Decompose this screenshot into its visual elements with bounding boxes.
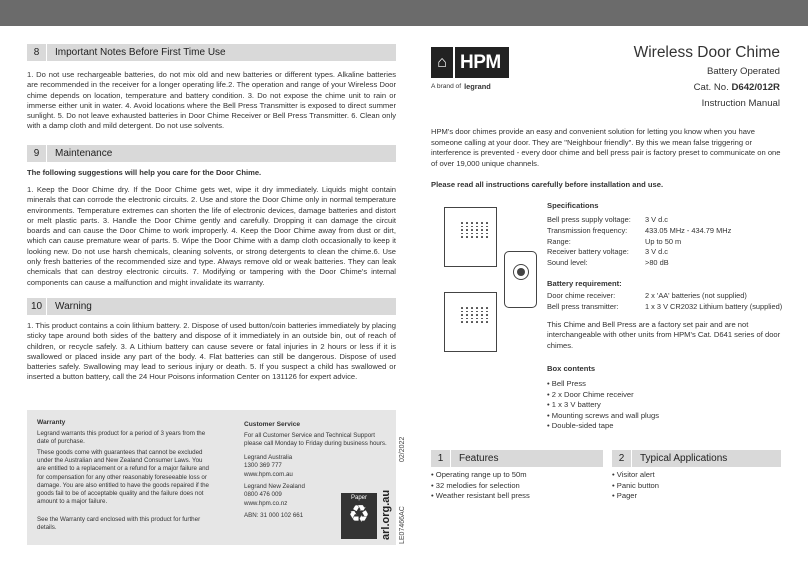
section-9-text: 1. Keep the Door Chime dry. If the Door Chime gets wet, wipe it dry immediately. Liquids might contain minerals that can corrode the electronic circuits. 2. Use and store the Door Chime only in normal temperature environments. Temperature extremes can shorten the life of electronic devices, damage batteries and distort or melt plastic parts. 3. Handle the Door Chime gently and carefully. Dropping it can damage the circuit boards and can cause the Door Chime to work improperly. 4. Keep the Door Chime away from dust or dirt, which can cause premature wear of parts. 5. Wipe the Door Chime with a damp cloth occasionally to keep it looking new. Do not use harsh chemicals, cleaning solvents, or strong detergents to clean the chime.6. Use only fresh batteries of the recommended size and type. Always remove old or weak batteries. They can leak chemicals that can destroy electronic circuits. 7. Modifying or tampering with the Door Chime's internal components can cause a malfunction and might invalidate its warranty.: [27, 185, 396, 287]
section-title: Warning: [55, 301, 92, 312]
recycle-site: arl.org.au: [380, 489, 392, 540]
spec-row: [547, 247, 668, 256]
list-item: • 32 melodies for selection: [431, 481, 530, 492]
speaker-grille-icon: [461, 222, 489, 238]
spec-value: Up to 50 m: [645, 236, 682, 246]
brand-tagline: A brand of: [431, 83, 462, 90]
compat-note: This Chime and Bell Press are a factory set pair and are not interchangeable with other units from HPM's Cat. D641 series of door chimes.: [547, 320, 781, 350]
section-title: Typical Applications: [640, 453, 728, 464]
section-10-text: 1. This product contains a coin lithium battery. 2. Dispose of used button/coin batteries immediately by placing sticky tape around both sides of the battery and dispose of it immediately in an outside bin, out of reach of children, or recycle safely. 3. A Lithium battery can cause severe or fatal injuries in 2 hours or less if it is swallowed or placed inside any part of the body. 4. Flat batteries can still be dangerous. Dispose of used batteries safely. Swallowing may lead to serious injury or death. 5. If you suspect a child has swallowed or inserted a button battery, call the 24 Hour Poisons information Center on 131126 for expert advice.: [27, 321, 396, 382]
applications-header: [612, 450, 781, 467]
product-name: Wireless Door Chime: [633, 44, 780, 61]
chime-receiver-image: [444, 292, 497, 352]
spec-label: Bell press supply voltage:: [547, 215, 631, 224]
abn: ABN: 31 000 102 661: [244, 512, 304, 519]
box-contents-list: [547, 379, 659, 432]
section-number: 2: [612, 450, 632, 467]
customer-service-title: Customer Service: [244, 421, 301, 428]
print-date: 02/2022: [399, 436, 406, 462]
list-item: • Double-sided tape: [547, 421, 659, 432]
spec-value: 3 V d.c: [645, 215, 669, 224]
list-item: • Bell Press: [547, 379, 659, 390]
battery-title: Battery requirement:: [547, 279, 622, 288]
section-number: 1: [431, 450, 451, 467]
section-title: Maintenance: [55, 148, 113, 159]
list-item: • 2 x Door Chime receiver: [547, 390, 659, 401]
speaker-grille-icon: [461, 307, 489, 323]
section-number: 9: [27, 145, 47, 162]
warranty-p1: Legrand warrants this product for a period of 3 years from the date of purchase.: [37, 430, 206, 446]
document-type: Instruction Manual: [701, 98, 780, 109]
nz-name: Legrand New Zealand: [244, 483, 305, 490]
hpm-logo: [431, 47, 509, 78]
logo-text: HPM: [460, 51, 501, 73]
recycle-logo: [341, 493, 377, 539]
au-web: www.hpm.com.au: [244, 471, 293, 478]
spec-row: [547, 226, 731, 235]
list-item: • Pager: [612, 491, 659, 502]
spec-row: [547, 302, 782, 311]
legrand-logo: legrand: [464, 82, 491, 91]
spec-label: Bell press transmitter:: [547, 301, 619, 311]
list-item: • Weather resistant bell press: [431, 491, 530, 502]
spec-label: Transmission frequency:: [547, 225, 628, 235]
au-phone: 1300 369 777: [244, 462, 282, 469]
section-number: 10: [27, 298, 47, 315]
spec-label: Door chime receiver:: [547, 291, 616, 300]
list-item: • Visitor alert: [612, 470, 659, 481]
read-instructions: Please read all instructions carefully before installation and use.: [431, 180, 664, 189]
spec-row: [547, 291, 747, 300]
recycle-icon: ♻: [348, 501, 370, 528]
spec-value: >80 dB: [645, 258, 669, 268]
spec-value: 1 x 3 V CR2032 Lithium battery (supplied): [645, 301, 783, 311]
spec-label: Range:: [547, 236, 571, 246]
chime-receiver-image: [444, 207, 497, 267]
warranty-p3: See the Warranty card enclosed with this product for further details.: [37, 516, 201, 532]
spec-row: [547, 215, 668, 224]
features-header: [431, 450, 603, 467]
section-title: Features: [459, 453, 499, 464]
section-title: Important Notes Before First Time Use: [55, 47, 226, 58]
list-item: • Panic button: [612, 481, 659, 492]
nz-web: www.hpm.co.nz: [244, 500, 288, 507]
intro-text: HPM's door chimes provide an easy and convenient solution for letting you know when you have someone calling at your door. They are "Neighbour friendly". By this we mean false triggering or interference is prevented - every door chime and bell press pair is factory preset to communicate on one of over 19,000 unique channels.: [431, 127, 781, 168]
au-name: Legrand Australia: [244, 454, 293, 461]
box-contents-title: Box contents: [547, 364, 596, 373]
bell-press-image: [504, 251, 537, 308]
spec-row: [547, 258, 669, 267]
spec-value: 2 x 'AA' batteries (not supplied): [645, 291, 747, 300]
customer-service-intro: For all Customer Service and Technical Support please call Monday to Friday during business hours.: [244, 432, 387, 448]
recycle-label: Paper: [350, 495, 367, 501]
features-list: [431, 470, 530, 502]
top-bar: [0, 0, 808, 26]
spec-value: 3 V d.c: [645, 247, 669, 257]
list-item: • Mounting screws and wall plugs: [547, 411, 659, 422]
list-item: • Operating range up to 50m: [431, 470, 530, 481]
specs-title: Specifications: [547, 201, 599, 210]
spec-label: Sound level:: [547, 258, 588, 268]
brand-line: [431, 82, 491, 91]
nz-phone: 0800 476 009: [244, 491, 282, 498]
section-9-header: [27, 145, 396, 162]
warranty-p2: These goods come with guarantees that cannot be excluded under the Australian and New Zealand Consumer Laws. You are entitled to a replacement or a refund for a major failure and for compensation for any other reasonably foreseeable loss or damage. You are also entitled to have the goods repaired if the goods fail to be of acceptable quality and the failure does not amount to a major failure.: [37, 449, 209, 506]
spec-value: 433.05 MHz - 434.79 MHz: [645, 225, 732, 235]
section-10-header: [27, 298, 396, 315]
list-item: • 1 x 3 V battery: [547, 400, 659, 411]
spec-label: Receiver battery voltage:: [547, 247, 629, 257]
power-type: Battery Operated: [706, 66, 780, 77]
catalogue-number: [694, 82, 780, 93]
cat-prefix: Cat. No.: [693, 82, 729, 93]
section-number: 8: [27, 44, 47, 61]
warranty-title: Warranty: [37, 419, 66, 426]
document-code: LE07466AC: [399, 506, 406, 544]
applications-list: [612, 470, 659, 502]
bell-button-inner-icon: [517, 268, 525, 276]
spec-row: [547, 237, 681, 246]
cat-number: D642/012R: [731, 82, 780, 93]
house-icon: ⌂: [431, 47, 455, 78]
section-8-header: [27, 44, 396, 61]
section-9-subtitle: The following suggestions will help you care for the Door Chime.: [27, 168, 262, 177]
section-8-text: 1. Do not use rechargeable batteries, do not mix old and new batteries or different types. Alkaline batteries are recommended in the receiver for a longer operating life.2. The operation and range of your Wireless Door chime depends on location, temperature and battery condition. 3. Do not expose the chime unit to rain or immerse either unit in water. 4. Avoid locations where the Bell Press Transmitter is exposed to direct summer sunlight. 5. Do not leave exhausted batteries in Door Chime Receiver or Bell Press Transmitter. 6. Clean only with a damp cloth and mild detergent. Do not use solvents.: [27, 70, 396, 131]
